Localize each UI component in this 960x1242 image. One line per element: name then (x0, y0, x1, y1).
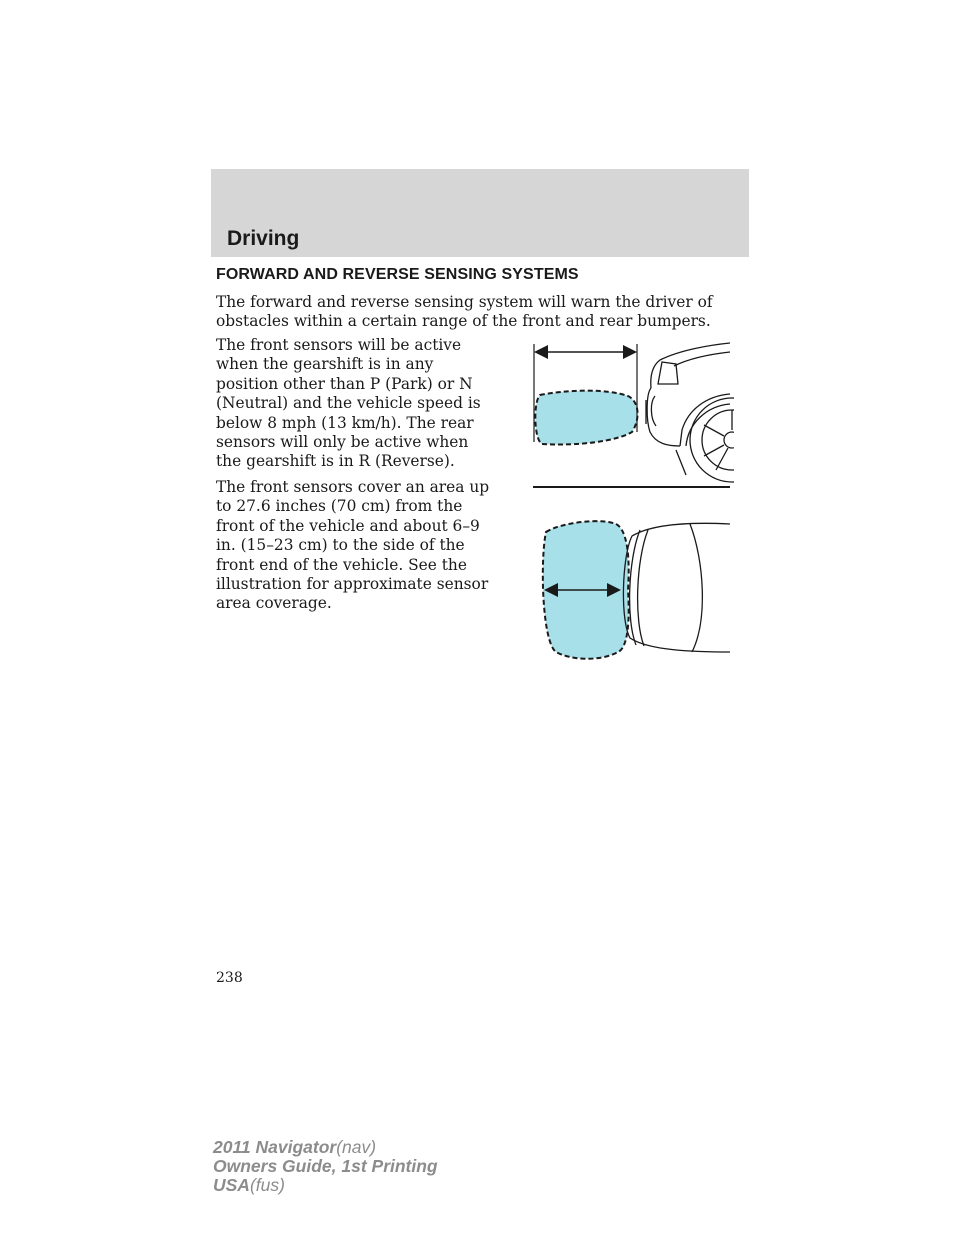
front-sensor-coverage-paragraph: The front sensors cover an area up to 27.6 inches (70 cm) from the front of the vehicle and about 6–9 in. (15–23 cm) to the side of the front end of the vehicle. See the illustration for approximate sensor area coverage. (216, 478, 490, 613)
section-heading: FORWARD AND REVERSE SENSING SYSTEMS (216, 266, 579, 283)
side-coverage-zone (535, 391, 637, 445)
footer-region-code: (fus) (249, 1175, 285, 1195)
page-title: Driving (227, 227, 300, 250)
footer-line-region (213, 1176, 438, 1195)
side-range-arrowhead-left (534, 345, 548, 359)
footer-model: 2011 Navigator (213, 1137, 337, 1157)
page-number: 238 (216, 970, 243, 986)
print-footer (213, 1138, 438, 1195)
front-sensor-activation-paragraph: The front sensors will be active when the gearshift is in any position other than P (Park) or N (Neutral) and the vehicle speed is below 8 mph (13 km/h). The rear sensors will only be active when the gearshift is in R (Reverse). (216, 336, 481, 471)
footer-region: USA (213, 1175, 250, 1195)
top-view-diagram (543, 521, 730, 659)
footer-model-code: (nav) (336, 1137, 377, 1157)
vehicle-front-top-view (623, 523, 730, 652)
side-view-diagram (533, 343, 734, 487)
side-range-arrowhead-right (623, 345, 637, 359)
footer-edition: Owners Guide, 1st Printing (213, 1156, 438, 1176)
footer-line-model (213, 1138, 438, 1157)
header-band (211, 169, 749, 257)
intro-paragraph: The forward and reverse sensing system will warn the driver of obstacles within a certain range of the front and rear bumpers. (216, 293, 713, 331)
vehicle-front-side-view (646, 343, 734, 482)
sensor-coverage-illustration (528, 338, 734, 666)
